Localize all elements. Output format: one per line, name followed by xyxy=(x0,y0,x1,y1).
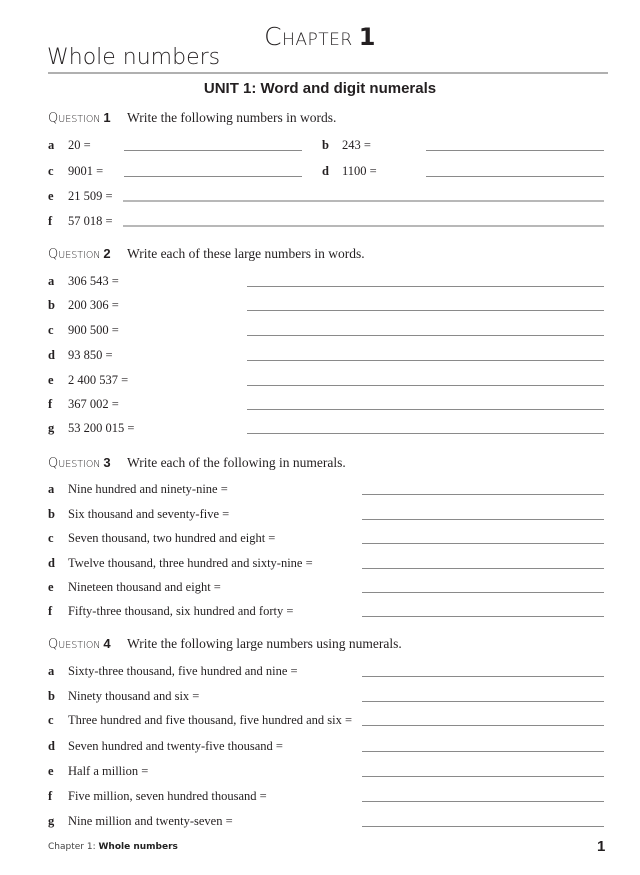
answer-line[interactable] xyxy=(123,225,604,227)
item-prompt: Nine hundred and ninety-nine = xyxy=(68,482,228,496)
question-label xyxy=(48,247,100,262)
question-instruction: Write each of the following in numerals. xyxy=(127,455,346,470)
answer-row xyxy=(0,421,640,437)
answer-line[interactable] xyxy=(247,286,604,287)
item-prompt: Three hundred and five thousand, five hundred and six = xyxy=(68,713,353,727)
page-footer xyxy=(48,842,178,852)
item-prompt: 9001 = xyxy=(68,164,104,178)
answer-line[interactable] xyxy=(124,176,302,177)
item-prompt: 53 200 015 = xyxy=(68,421,135,435)
item-prompt: 2 400 537 = xyxy=(68,373,129,387)
answer-line[interactable] xyxy=(123,200,604,202)
item-letter: c xyxy=(48,713,54,727)
item-letter: e xyxy=(48,373,54,387)
item-letter: g xyxy=(48,421,55,435)
item-letter: e xyxy=(48,580,54,594)
answer-row xyxy=(0,323,640,339)
question-instruction: Write the following numbers in words. xyxy=(127,110,337,125)
answer-line[interactable] xyxy=(247,409,604,410)
item-prompt: Nine million and twenty-seven = xyxy=(68,814,233,828)
item-prompt: Seven thousand, two hundred and eight = xyxy=(68,531,276,545)
answer-line[interactable] xyxy=(426,176,604,177)
item-prompt: Nineteen thousand and eight = xyxy=(68,580,221,594)
answer-line[interactable] xyxy=(362,751,604,752)
question-label-rest: UESTION xyxy=(58,459,101,470)
item-prompt: 93 850 = xyxy=(68,348,113,362)
question-2-heading xyxy=(48,246,365,262)
answer-line[interactable] xyxy=(362,568,604,569)
item-prompt: Seven hundred and twenty-five thousand = xyxy=(68,739,283,753)
answer-line[interactable] xyxy=(362,826,604,827)
question-number: 4 xyxy=(103,636,111,651)
answer-line[interactable] xyxy=(362,543,604,544)
answer-line[interactable] xyxy=(426,150,604,151)
item-prompt: 200 306 = xyxy=(68,298,119,312)
item-letter: f xyxy=(48,214,53,228)
item-letter: b xyxy=(48,507,55,521)
question-1-heading xyxy=(48,110,337,126)
item-prompt: 1100 = xyxy=(342,164,377,178)
question-instruction: Write the following large numbers using numerals. xyxy=(127,636,402,651)
answer-row xyxy=(0,580,640,596)
answer-row xyxy=(0,789,640,805)
question-number: 3 xyxy=(103,455,111,470)
question-label-rest: UESTION xyxy=(58,640,101,651)
item-letter: c xyxy=(48,531,54,545)
answer-row xyxy=(0,214,640,230)
answer-row xyxy=(0,482,640,498)
answer-row xyxy=(0,556,640,572)
answer-line[interactable] xyxy=(362,616,604,617)
question-label-initial: Q xyxy=(48,637,59,652)
item-letter: c xyxy=(48,323,54,337)
item-letter: a xyxy=(48,482,55,496)
item-letter: c xyxy=(48,164,54,178)
answer-line[interactable] xyxy=(362,701,604,702)
item-letter: e xyxy=(48,764,54,778)
page-number: 1 xyxy=(597,838,606,855)
item-letter: b xyxy=(48,298,55,312)
answer-row xyxy=(0,397,640,413)
answer-line[interactable] xyxy=(362,776,604,777)
answer-row xyxy=(0,739,640,755)
item-letter: g xyxy=(48,814,55,828)
answer-row xyxy=(0,814,640,830)
answer-row xyxy=(0,531,640,547)
item-letter: d xyxy=(48,739,55,753)
item-prompt: 900 500 = xyxy=(68,323,119,337)
answer-line[interactable] xyxy=(362,494,604,495)
answer-row xyxy=(0,138,640,154)
answer-row xyxy=(0,298,640,314)
answer-row xyxy=(0,507,640,523)
item-letter: f xyxy=(48,789,53,803)
item-letter: f xyxy=(48,604,53,618)
answer-line[interactable] xyxy=(247,433,604,434)
item-letter: a xyxy=(48,274,55,288)
item-prompt: Six thousand and seventy-five = xyxy=(68,507,230,521)
unit-heading: UNIT 1: Word and digit numerals xyxy=(203,80,437,97)
question-label-initial: Q xyxy=(48,456,59,471)
answer-line[interactable] xyxy=(247,310,604,311)
item-prompt: 367 002 = xyxy=(68,397,119,411)
item-prompt: Half a million = xyxy=(68,764,149,778)
item-prompt: Ninety thousand and six = xyxy=(68,689,200,703)
answer-row xyxy=(0,764,640,780)
item-prompt: 21 509 = xyxy=(68,189,113,203)
item-letter: f xyxy=(48,397,53,411)
answer-row xyxy=(0,713,640,729)
chapter-heading-rest: HAPTER xyxy=(282,30,353,50)
question-label xyxy=(48,456,100,471)
item-letter: d xyxy=(48,556,55,570)
header-divider xyxy=(48,72,608,74)
item-letter: d xyxy=(322,164,329,178)
answer-line[interactable] xyxy=(362,725,604,726)
item-prompt: 243 = xyxy=(342,138,371,152)
question-label-initial: Q xyxy=(48,111,59,126)
answer-row xyxy=(0,164,640,180)
footer-chapter-title: Whole numbers xyxy=(98,842,178,852)
answer-row xyxy=(0,274,640,290)
question-number: 2 xyxy=(103,246,111,261)
item-letter: a xyxy=(48,664,55,678)
answer-line[interactable] xyxy=(362,592,604,593)
answer-line[interactable] xyxy=(247,360,604,361)
chapter-heading-initial: C xyxy=(264,22,283,51)
answer-line[interactable] xyxy=(362,519,604,520)
answer-row xyxy=(0,664,640,680)
answer-line[interactable] xyxy=(247,385,604,386)
item-letter: b xyxy=(48,689,55,703)
chapter-number: 1 xyxy=(358,23,376,51)
question-4-heading xyxy=(48,636,402,652)
answer-row xyxy=(0,373,640,389)
item-prompt: 306 543 = xyxy=(68,274,119,288)
item-prompt: Fifty-three thousand, six hundred and forty = xyxy=(68,604,294,618)
question-label-initial: Q xyxy=(48,247,59,262)
answer-row xyxy=(0,689,640,705)
chapter-title: Whole numbers xyxy=(47,45,221,70)
item-letter: a xyxy=(48,138,55,152)
question-label-rest: UESTION xyxy=(58,250,101,261)
item-prompt: Twelve thousand, three hundred and sixty-nine = xyxy=(68,556,313,570)
item-prompt: Five million, seven hundred thousand = xyxy=(68,789,267,803)
answer-line[interactable] xyxy=(362,801,604,802)
item-prompt: 20 = xyxy=(68,138,91,152)
item-letter: b xyxy=(322,138,329,152)
item-letter: e xyxy=(48,189,54,203)
question-label xyxy=(48,637,100,652)
question-number: 1 xyxy=(103,110,111,125)
answer-row xyxy=(0,189,640,205)
answer-row xyxy=(0,604,640,620)
question-label-rest: UESTION xyxy=(58,114,101,125)
answer-line[interactable] xyxy=(124,150,302,151)
item-letter: d xyxy=(48,348,55,362)
answer-row xyxy=(0,348,640,364)
item-prompt: Sixty-three thousand, five hundred and nine = xyxy=(68,664,298,678)
footer-chapter-label: Chapter 1: xyxy=(48,842,96,852)
question-label xyxy=(48,111,100,126)
question-instruction: Write each of these large numbers in words. xyxy=(127,246,365,261)
answer-line[interactable] xyxy=(362,676,604,677)
item-prompt: 57 018 = xyxy=(68,214,113,228)
question-3-heading xyxy=(48,455,346,471)
answer-line[interactable] xyxy=(247,335,604,336)
